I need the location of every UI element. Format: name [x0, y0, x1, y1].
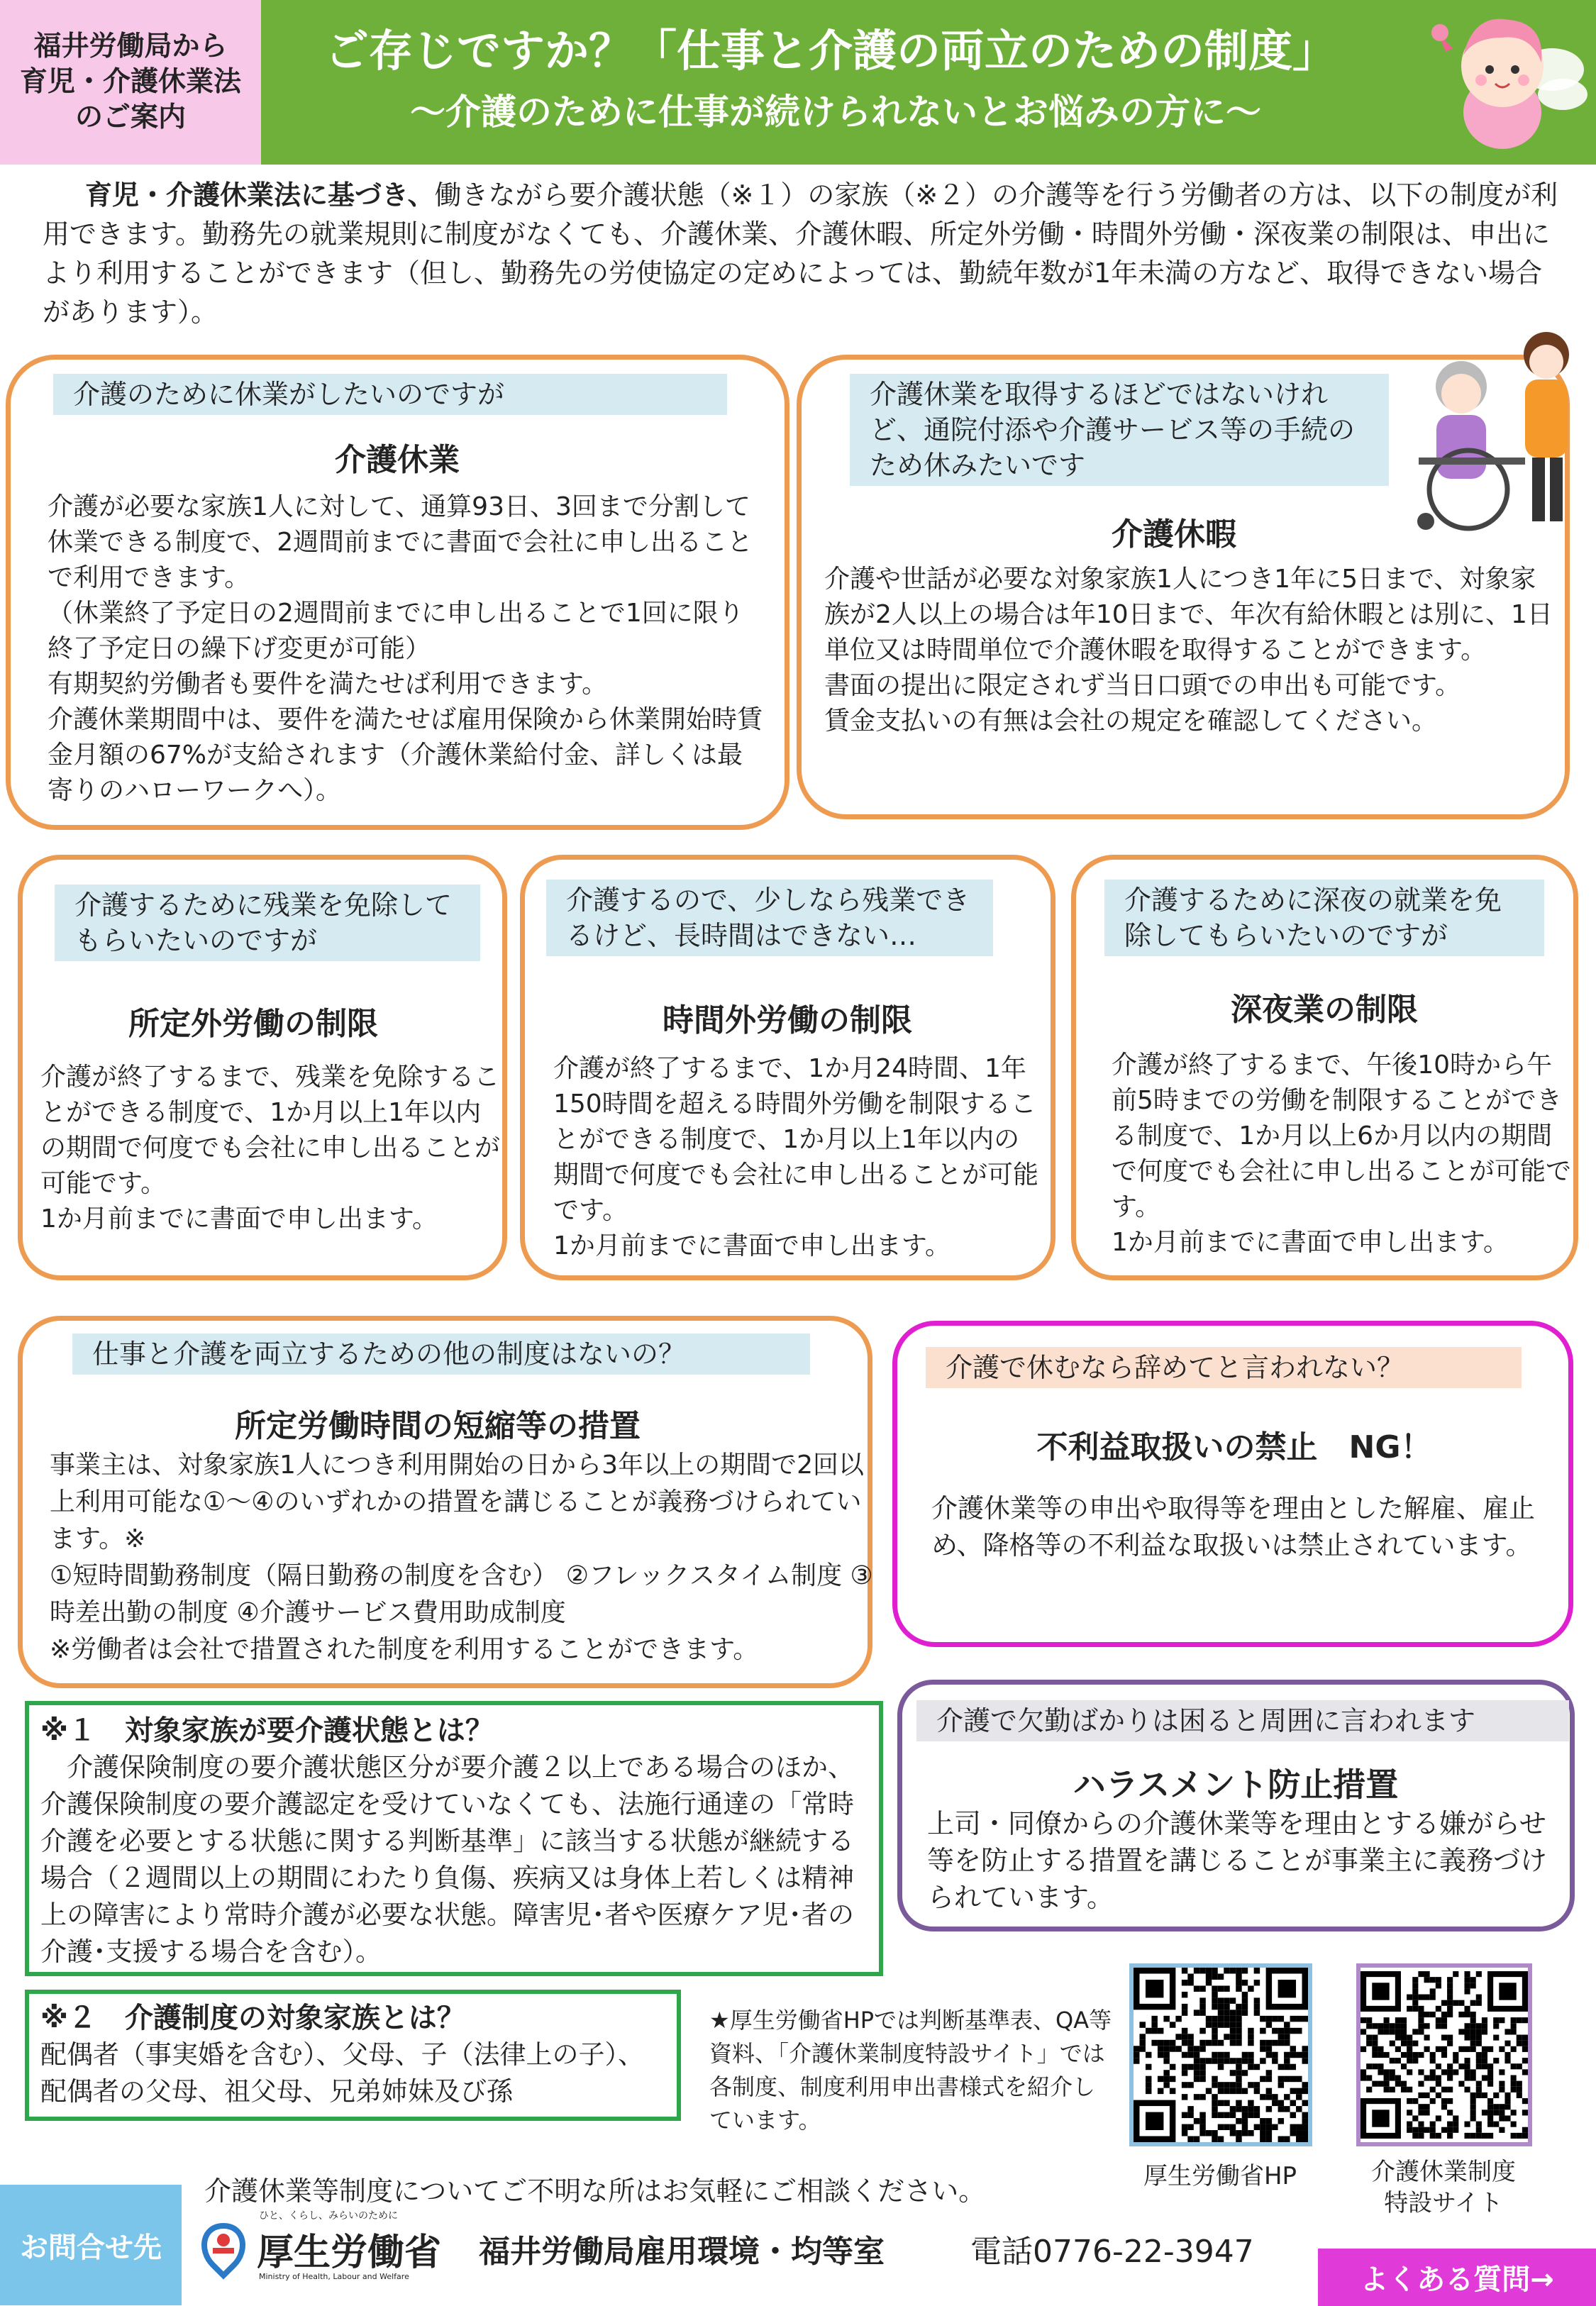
tanshuku-box [18, 1316, 872, 1688]
mhlw-logo [192, 2205, 482, 2286]
kaigo-kyugyo-p4: 介護休業期間中は、要件を満たせば雇用保険から休業開始時賃金月額の67%が支給されます（介護休業給付金、詳しくは最寄りのハローワークへ）。 [48, 705, 763, 805]
faq-link[interactable]: よくある質問→ [1318, 2249, 1596, 2306]
note1-box [25, 1701, 883, 1976]
furieki-box [892, 1321, 1573, 1647]
tanshuku-p1: 事業主は、対象家族1人につき利用開始の日から3年以上の期間で2回以上利用可能な①～④のいずれかの措置を講じることが義務づけられています。※ [50, 1451, 864, 1553]
kaigo-kyuka-text [824, 562, 1555, 739]
harassment-title: ハラスメント防止措置 [1073, 1765, 1399, 1804]
harassment-box [897, 1680, 1575, 1931]
shoteigai-box [18, 855, 507, 1280]
mhlw-logo-icon [195, 2219, 252, 2283]
note2-body: 配偶者（事実婚を含む）、父母、子（法律上の子）、配偶者の父母、祖父母、兄弟姉妹及び孫 [40, 2039, 644, 2107]
shinya-text [1112, 1048, 1573, 1260]
page-subtitle: ～介護のために仕事が続けられないとお悩みの方に～ [410, 92, 1261, 133]
tanshuku-p3: ※労働者は会社で措置された制度を利用することができます。 [50, 1635, 759, 1664]
logo-english: Ministry of Health, Labour and Welfare [259, 2272, 409, 2281]
qr-label-kaigo-site [1334, 2156, 1553, 2219]
wheelchair-illustration [1412, 323, 1582, 536]
note1-body: 介護保険制度の要介護状態区分が要介護２以上である場合のほか、介護保険制度の要介護認定を受けていなくても、法施行通達の「常時介護を必要とする状態に関する判断基準」に該当する状態が継続する場合（２週間以上の期間にわたり負傷、疾病又は身体上若しくは精神上の障害により常時介護が必要な状態。障害児･者や医療ケア児･者の介護･支援する場合を含む）。 [40, 1752, 854, 1967]
intro-paragraph [43, 176, 1561, 332]
header-label-line2: 育児・介護休業法 [19, 66, 241, 98]
hp-note: ★厚生労働省HPでは判断基準表、QA等資料、「介護休業制度特設サイト」では各制度、制度利用申出書様式を紹介しています。 [709, 2007, 1112, 2134]
header-banner [261, 0, 1596, 165]
furieki-question: 介護で休むなら辞めてと言われない？ [926, 1347, 1522, 1388]
header-label-line3: のご案内 [74, 101, 186, 133]
kaigo-kyuka-p3: 賃金支払いの有無は会社の規定を確認してください。 [824, 706, 1438, 736]
page-title: ご存じですか？「仕事と介護の両立のための制度」 [325, 25, 1337, 77]
qr-code-mhlw[interactable] [1129, 1963, 1312, 2146]
shoteigai-title: 所定外労働の制限 [128, 1006, 378, 1042]
jikangai-title: 時間外労働の制限 [663, 1002, 912, 1038]
office-name: 福井労働局雇用環境・均等室 [479, 2234, 885, 2270]
harassment-question: 介護で欠勤ばかりは困ると周囲に言われます [916, 1700, 1569, 1741]
kaigo-kyugyo-p3: 有期契約労働者も要件を満たせば利用できます。 [48, 670, 608, 699]
kaigo-kyuka-p2: 書面の提出に限定されず当日口頭での申出も可能です。 [824, 671, 1461, 700]
kaigo-kyuka-question: 介護休業を取得するほどではないけれど、通院付添や介護サービス等の手続のため休みたいです [850, 374, 1389, 486]
shinya-question: 介護するために深夜の就業を免除してもらいたいのですが [1104, 880, 1544, 956]
qr-code-kaigo-site[interactable] [1356, 1963, 1532, 2146]
furieki-title: 不利益取扱いの禁止 NG！ [1036, 1429, 1432, 1465]
tanshuku-question: 仕事と介護を両立するための他の制度はないの？ [72, 1334, 810, 1375]
jikangai-question: 介護するので、少しなら残業できるけど、長時間はできない… [546, 880, 993, 956]
jikangai-text [553, 1051, 1043, 1264]
kaigo-kyugyo-question: 介護のために休業がしたいのですが [53, 374, 727, 415]
kaigo-kyugyo-box [6, 355, 789, 830]
fairy-illustration [1424, 6, 1587, 159]
phone-number: 電話0776-22-3947 [970, 2234, 1254, 2270]
header-label-line1: 福井労働局から [33, 31, 228, 62]
shinya-p2: 1か月前までに書面で申し出ます。 [1112, 1228, 1509, 1257]
qr-icon [1134, 1968, 1308, 2142]
logo-tagline: ひと、くらし、みらいのために [259, 2210, 398, 2222]
intro-body: 働きながら要介護状態（※１）の家族（※２）の介護等を行う労働者の方は、以下の制度が利用できます。勤務先の就業規則に制度がなくても、介護休業、介護休暇、所定外労働・時間外労働・深夜業の制限は、申出により利用することができます（但し、勤務先の労使協定の定めによっては、勤続年数が1年未満の方など、取得できない場合があります）。 [43, 179, 1558, 328]
tanshuku-text [50, 1447, 887, 1668]
kaigo-kyugyo-text [48, 489, 767, 809]
kaigo-kyuka-p1: 介護や世話が必要な対象家族1人につき1年に5日まで、対象家族が2人以上の場合は年10日まで、年次有給休暇とは別に、1日単位又は時間単位で介護休暇を取得することができます。 [824, 565, 1553, 665]
note2-title: ※２ 介護制度の対象家族とは？ [40, 2002, 465, 2034]
shoteigai-text [40, 1060, 501, 1237]
note1-title: ※１ 対象家族が要介護状態とは？ [40, 1714, 494, 1747]
jikangai-box [520, 855, 1055, 1280]
logo-name: 厚生労働省 [257, 2232, 442, 2274]
header-label [0, 0, 261, 165]
tanshuku-p2: ①短時間勤務制度（隔日勤務の制度を含む） ②フレックスタイム制度 ③時差出勤の制度 ④介護サービス費用助成制度 [50, 1561, 873, 1627]
kaigo-kyugyo-title: 介護休業 [335, 442, 460, 478]
contact-label: お問合せ先 [0, 2185, 182, 2305]
shinya-title: 深夜業の制限 [1231, 992, 1418, 1028]
kaigo-kyugyo-p1: 介護が必要な家族1人に対して、通算93日、3回まで分割して休業できる制度で、2週間前までに書面で会社に申し出ることで利用できます。 [48, 492, 753, 592]
jikangai-p2: 1か月前までに書面で申し出ます。 [553, 1231, 951, 1260]
harassment-text: 上司・同僚からの介護休業等を理由とする嫌がらせ等を防止する措置を講じることが事業主に義務づけられています。 [927, 1808, 1548, 1913]
intro-lead: 育児・介護休業法に基づき、 [85, 179, 435, 211]
qr-label-mhlw: 厚生労働省HP [1143, 2162, 1297, 2190]
furieki-text: 介護休業等の申出や取得等を理由とした解雇、雇止め、降格等の不利益な取扱いは禁止されています。 [931, 1493, 1535, 1561]
consult-text: 介護休業等制度についてご不明な所はお気軽にご相談ください。 [204, 2175, 986, 2207]
jikangai-p1: 介護が終了するまで、1か月24時間、1年150時間を超える時間外労働を制限することができる制度で、1か月以上1年以内の期間で何度でも会社に申し出ることが可能です。 [553, 1054, 1039, 1225]
note2-box [25, 1990, 681, 2121]
qr-icon [1361, 1968, 1528, 2142]
tanshuku-title: 所定労働時間の短縮等の措置 [235, 1408, 641, 1444]
kaigo-kyuka-title: 介護休暇 [1112, 516, 1236, 553]
shinya-box [1071, 855, 1578, 1280]
qr-label-line1: 介護休業制度 [1371, 2158, 1516, 2186]
shoteigai-p1: 介護が終了するまで、残業を免除することができる制度で、1か月以上1年以内の期間で何度でも会社に申し出ることが可能です。 [40, 1063, 501, 1198]
kaigo-kyugyo-p2: （休業終了予定日の2週間前までに申し出ることで1回に限り終了予定日の繰下げ変更が可能） [48, 599, 744, 663]
shinya-p1: 介護が終了するまで、午後10時から午前5時までの労働を制限することができる制度で、1か月以上6か月以内の期間で何度でも会社に申し出ることが可能です。 [1112, 1051, 1572, 1221]
shoteigai-question: 介護するために残業を免除してもらいたいのですが [55, 885, 480, 961]
qr-label-line2: 特設サイト [1384, 2189, 1503, 2217]
shoteigai-p2: 1か月前までに書面で申し出ます。 [40, 1204, 438, 1234]
